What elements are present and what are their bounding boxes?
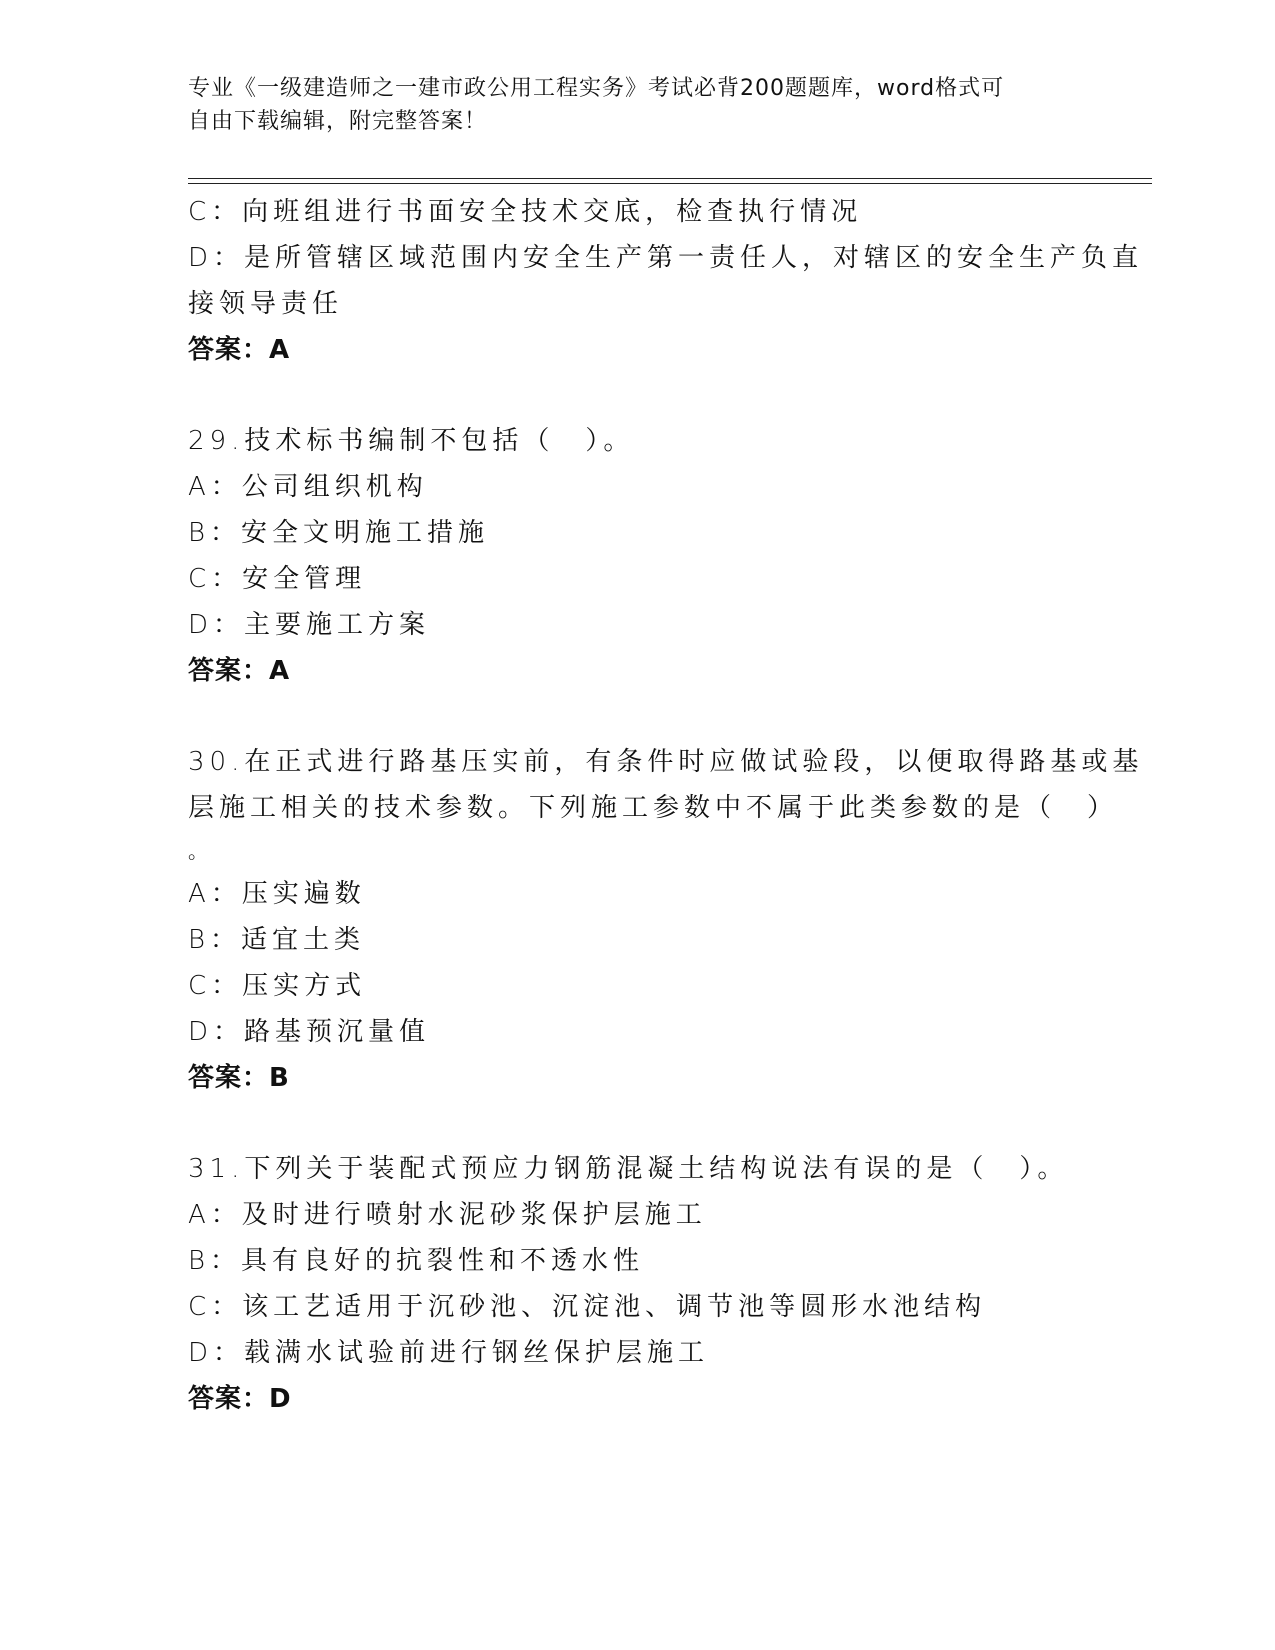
option-c: C：压实方式 [188, 971, 367, 1001]
answer: 答案：B [188, 1063, 290, 1093]
question-text: 31.下列关于装配式预应力钢筋混凝土结构说法有误的是（ ）。 [188, 1154, 1069, 1184]
question-28-tail [188, 189, 1144, 373]
option-d-line-1: D：是所管辖区域范围内安全生产第一责任人，对辖区的安全生产负直 [188, 243, 1144, 273]
question-text: 29.技术标书编制不包括（ ）。 [188, 426, 635, 456]
question-text-line-2: 层施工相关的技术参数。下列施工参数中不属于此类参数的是（ ） [188, 793, 1119, 823]
option-b: B：具有良好的抗裂性和不透水性 [188, 1246, 645, 1276]
question-text-line-1: 30.在正式进行路基压实前，有条件时应做试验段，以便取得路基或基 [188, 747, 1144, 777]
answer: 答案：A [188, 335, 291, 365]
spacer [188, 694, 1088, 739]
option-b: B：适宜土类 [188, 925, 366, 955]
option-c: C：安全管理 [188, 564, 367, 594]
option-d-line-2: 接领导责任 [188, 289, 344, 319]
option-a: A：公司组织机构 [188, 472, 428, 502]
spacer [188, 1101, 1088, 1146]
option-b: B：安全文明施工措施 [188, 518, 490, 548]
answer: 答案：A [188, 656, 291, 686]
option-c: C：向班组进行书面安全技术交底，检查执行情况 [188, 197, 863, 227]
option-a: A：及时进行喷射水泥砂浆保护层施工 [188, 1200, 707, 1230]
question-30 [188, 739, 1144, 1101]
header-line-1: 专业《一级建造师之一建市政公用工程实务》考试必背200题题库，word格式可 [188, 76, 1005, 101]
answer: 答案：D [188, 1384, 292, 1414]
option-a: A：压实遍数 [188, 879, 366, 909]
question-content [188, 189, 1144, 1422]
question-31 [188, 1146, 1088, 1422]
document-header [188, 72, 1068, 138]
option-c: C：该工艺适用于沉砂池、沉淀池、调节池等圆形水池结构 [188, 1292, 987, 1322]
question-text-line-3: 。 [188, 839, 213, 863]
spacer [188, 373, 1088, 418]
question-29 [188, 418, 1088, 694]
option-d: D：路基预沉量值 [188, 1017, 431, 1047]
option-d: D：载满水试验前进行钢丝保护层施工 [188, 1338, 710, 1368]
option-d: D：主要施工方案 [188, 610, 431, 640]
header-divider-top [188, 178, 1152, 179]
header-divider-bottom [188, 183, 1152, 184]
header-line-2: 自由下载编辑，附完整答案！ [188, 109, 488, 134]
